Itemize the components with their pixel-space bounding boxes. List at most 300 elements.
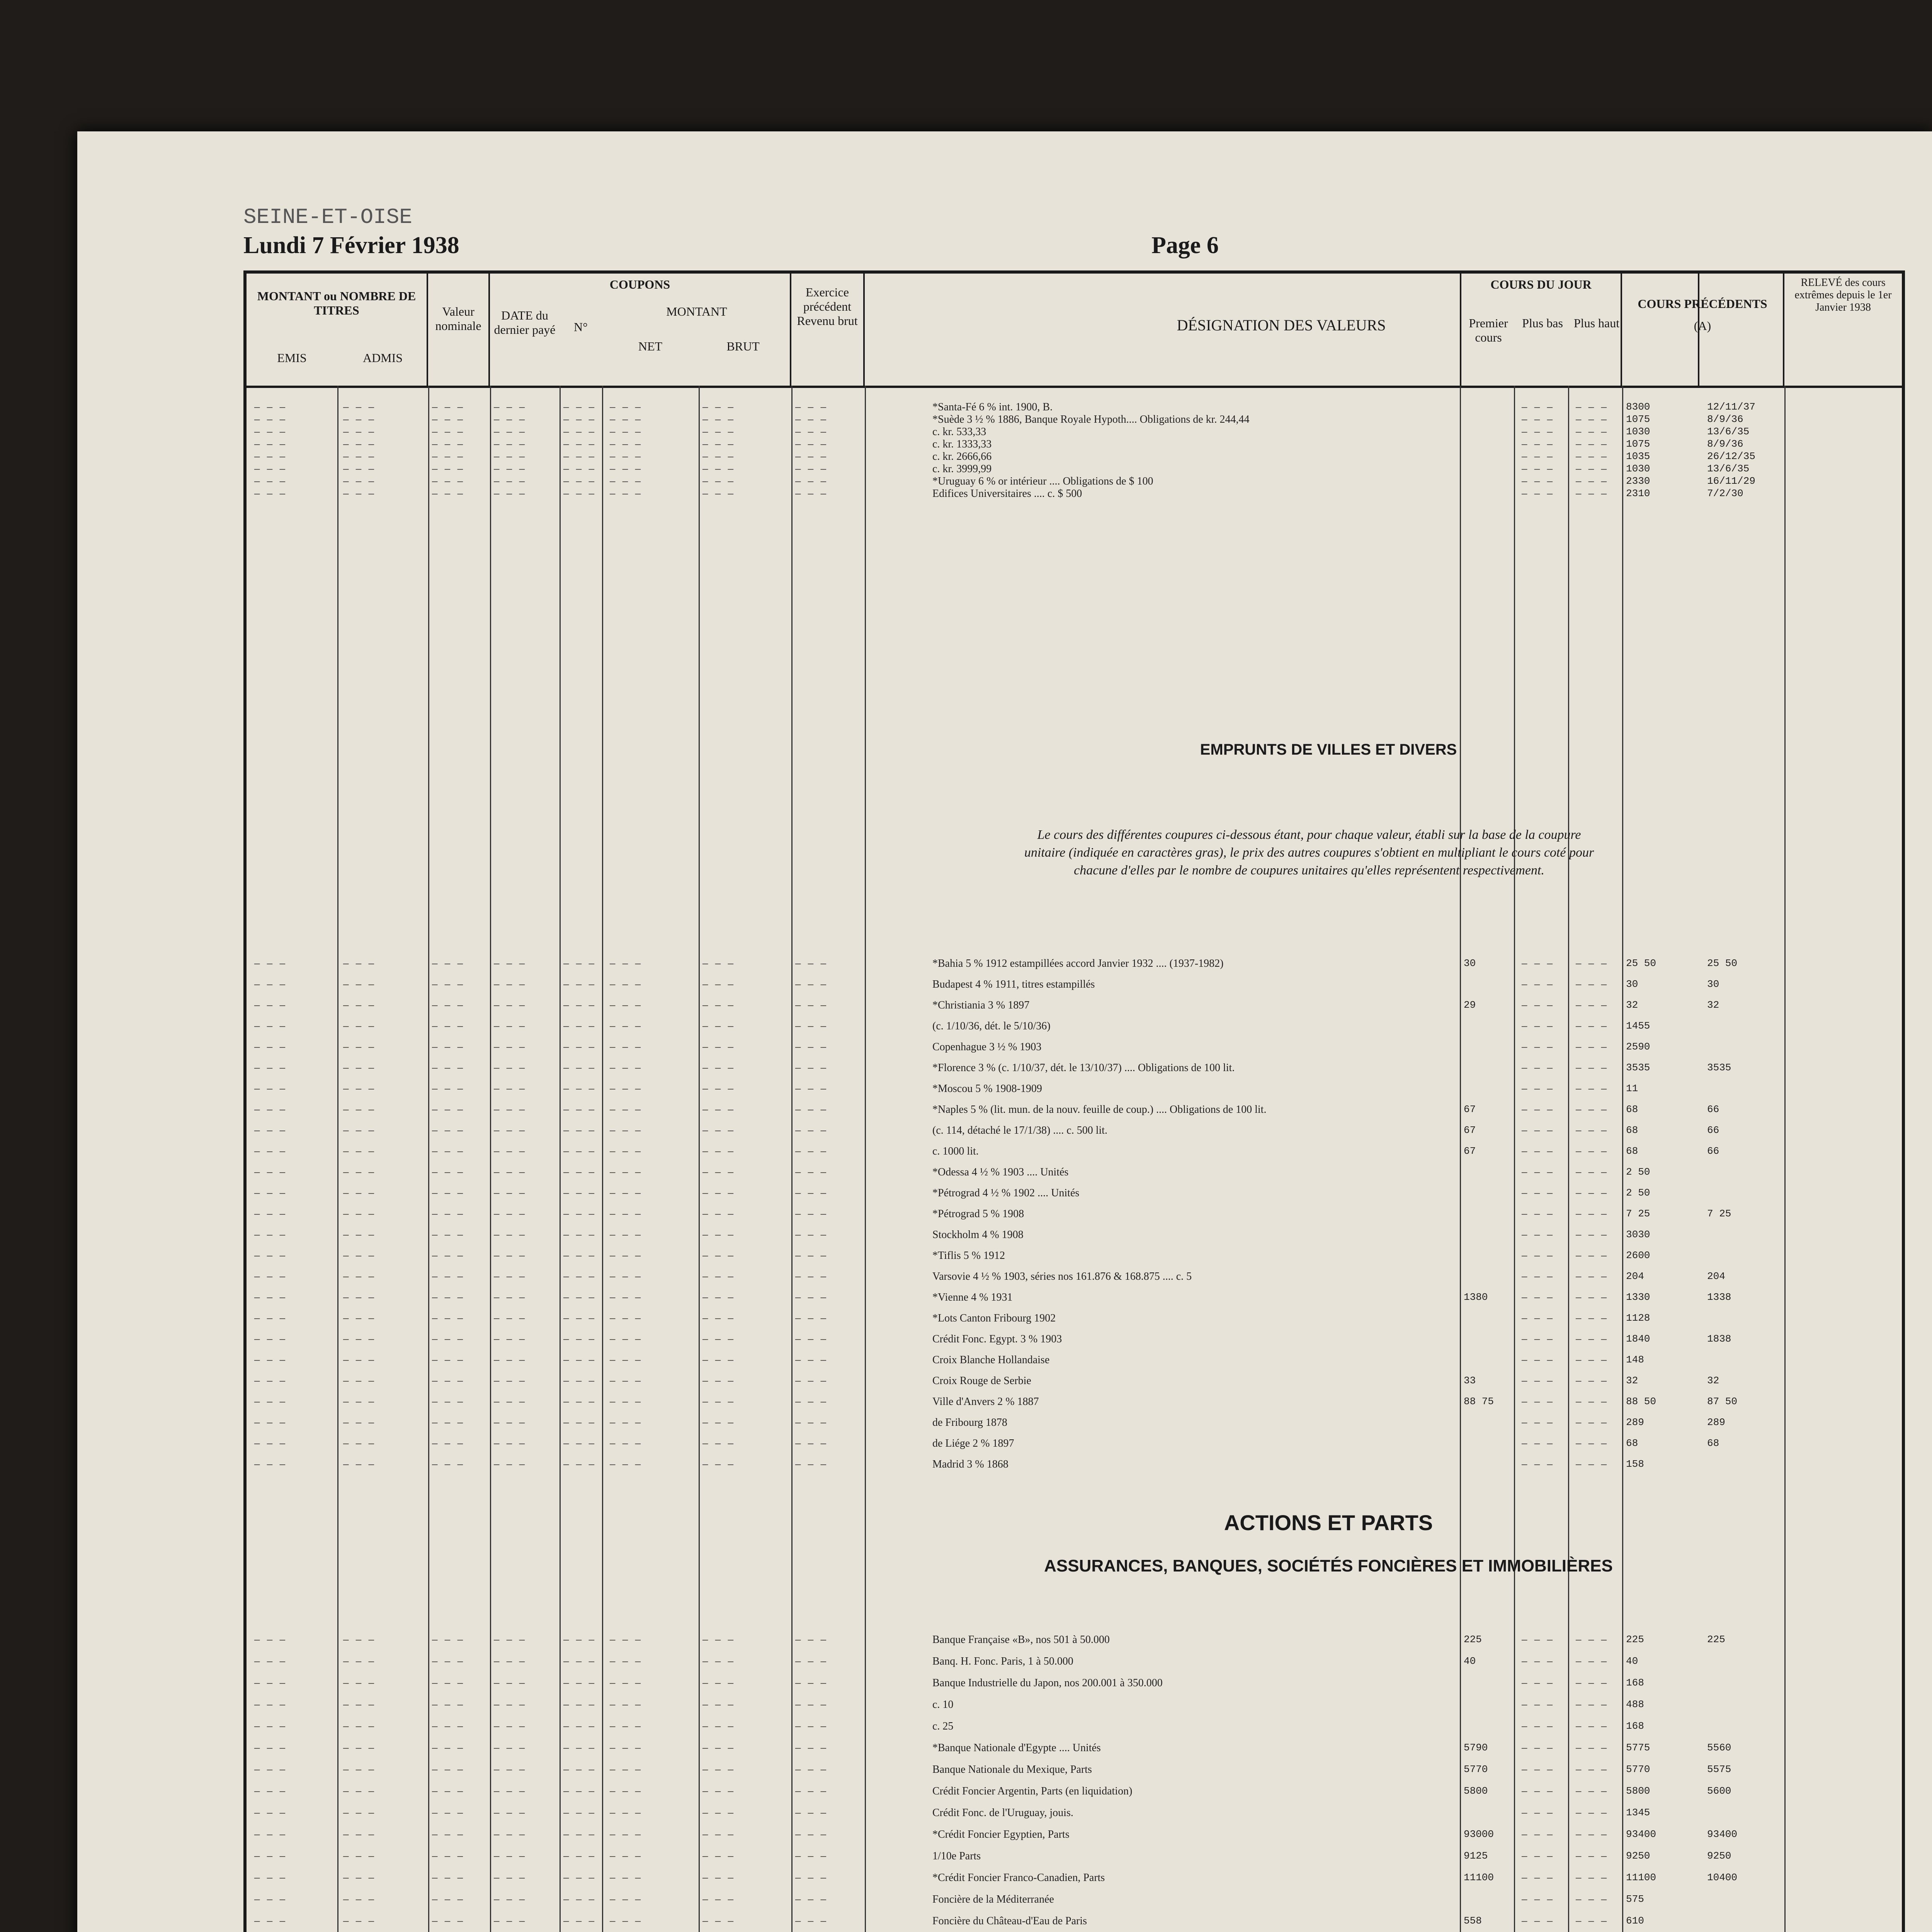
- row-dash-placeholder: — — —: [795, 1230, 827, 1241]
- row-dash-placeholder: — — —: [343, 1895, 375, 1905]
- row-designation: Banque Française «B», nos 501 à 50.000: [932, 1634, 1110, 1645]
- row-dash-placeholder: — — —: [702, 1251, 735, 1262]
- row-dash-placeholder: — — —: [254, 1460, 286, 1470]
- row-dash-placeholder: — — —: [494, 1147, 526, 1157]
- row-dash-placeholder: — — —: [702, 1439, 735, 1449]
- row-dash-placeholder: — — —: [702, 464, 735, 475]
- row-dash-placeholder: — — —: [1576, 427, 1608, 438]
- row-dash-placeholder: — — —: [1576, 1700, 1608, 1711]
- row-dash-placeholder: — — —: [254, 1084, 286, 1095]
- row-dash-placeholder: — — —: [563, 1189, 595, 1199]
- row-dash-placeholder: — — —: [254, 415, 286, 425]
- col-divider: [602, 386, 603, 1932]
- row-dash-placeholder: — — —: [432, 1314, 464, 1324]
- row-dash-placeholder: — — —: [1576, 1293, 1608, 1303]
- row-dash-placeholder: — — —: [610, 1397, 642, 1408]
- row-dash-placeholder: — — —: [795, 1293, 827, 1303]
- row-dash-placeholder: — — —: [1522, 1335, 1554, 1345]
- row-dash-placeholder: — — —: [343, 1700, 375, 1711]
- row-designation: *Crédit Foncier Franco-Canadien, Parts: [932, 1872, 1105, 1883]
- row-dash-placeholder: — — —: [1522, 1084, 1554, 1095]
- row-dash-placeholder: — — —: [494, 1679, 526, 1689]
- row-cours-precedent: 5770: [1626, 1764, 1650, 1775]
- row-releve: 204: [1707, 1270, 1725, 1282]
- row-dash-placeholder: — — —: [610, 477, 642, 487]
- row-cours-precedent: 1840: [1626, 1333, 1650, 1345]
- row-dash-placeholder: — — —: [254, 1147, 286, 1157]
- row-releve: 7/2/30: [1707, 488, 1743, 499]
- row-dash-placeholder: — — —: [702, 415, 735, 425]
- row-dash-placeholder: — — —: [702, 1873, 735, 1884]
- row-designation: *Odessa 4 ½ % 1903 .... Unités: [932, 1166, 1069, 1178]
- row-dash-placeholder: — — —: [1576, 1852, 1608, 1862]
- row-dash-placeholder: — — —: [254, 1808, 286, 1819]
- row-premier-cours: 67: [1464, 1104, 1476, 1115]
- row-dash-placeholder: — — —: [610, 464, 642, 475]
- row-dash-placeholder: — — —: [795, 415, 827, 425]
- row-dash-placeholder: — — —: [702, 1189, 735, 1199]
- row-dash-placeholder: — — —: [610, 403, 642, 413]
- row-dash-placeholder: — — —: [1522, 980, 1554, 990]
- row-dash-placeholder: — — —: [1522, 1105, 1554, 1116]
- row-dash-placeholder: — — —: [1576, 1043, 1608, 1053]
- row-dash-placeholder: — — —: [563, 1209, 595, 1220]
- row-designation: Edifices Universitaires .... c. $ 500: [932, 488, 1082, 499]
- row-dash-placeholder: — — —: [1576, 1063, 1608, 1074]
- row-dash-placeholder: — — —: [702, 403, 735, 413]
- row-designation: *Moscou 5 % 1908-1909: [932, 1083, 1042, 1094]
- row-dash-placeholder: — — —: [432, 1355, 464, 1366]
- row-dash-placeholder: — — —: [795, 1063, 827, 1074]
- row-dash-placeholder: — — —: [610, 489, 642, 500]
- row-dash-placeholder: — — —: [254, 427, 286, 438]
- row-dash-placeholder: — — —: [432, 1722, 464, 1732]
- row-dash-placeholder: — — —: [494, 1293, 526, 1303]
- row-dash-placeholder: — — —: [563, 1105, 595, 1116]
- row-dash-placeholder: — — —: [702, 1460, 735, 1470]
- row-designation: Stockholm 4 % 1908: [932, 1229, 1024, 1240]
- plus-haut-label: Plus haut: [1573, 316, 1620, 330]
- row-cours-precedent: 5775: [1626, 1742, 1650, 1753]
- row-dash-placeholder: — — —: [254, 1895, 286, 1905]
- row-dash-placeholder: — — —: [432, 1272, 464, 1282]
- row-dash-placeholder: — — —: [610, 1147, 642, 1157]
- row-premier-cours: 88 75: [1464, 1396, 1494, 1407]
- row-dash-placeholder: — — —: [702, 427, 735, 438]
- net-label: NET: [638, 339, 663, 353]
- row-dash-placeholder: — — —: [1576, 1743, 1608, 1754]
- row-releve: 26/12/35: [1707, 451, 1755, 462]
- row-dash-placeholder: — — —: [494, 477, 526, 487]
- row-dash-placeholder: — — —: [432, 1830, 464, 1840]
- row-dash-placeholder: — — —: [610, 1873, 642, 1884]
- row-dash-placeholder: — — —: [343, 1765, 375, 1776]
- row-dash-placeholder: — — —: [563, 1852, 595, 1862]
- row-dash-placeholder: — — —: [563, 1787, 595, 1797]
- row-dash-placeholder: — — —: [610, 1293, 642, 1303]
- row-dash-placeholder: — — —: [432, 1293, 464, 1303]
- row-dash-placeholder: — — —: [610, 1765, 642, 1776]
- row-dash-placeholder: — — —: [1576, 1314, 1608, 1324]
- row-dash-placeholder: — — —: [254, 1397, 286, 1408]
- row-designation: *Suède 3 ½ % 1886, Banque Royale Hypoth.... Obligations de kr. 244,44: [932, 413, 1250, 425]
- row-designation: c. kr. 2666,66: [932, 451, 992, 462]
- row-cours-precedent: 225: [1626, 1634, 1644, 1645]
- newspaper-page: [77, 131, 1932, 1932]
- row-dash-placeholder: — — —: [432, 1251, 464, 1262]
- row-dash-placeholder: — — —: [343, 427, 375, 438]
- row-dash-placeholder: — — —: [432, 1063, 464, 1074]
- releve-label: RELEVÉ des cours extrêmes depuis le 1er Janvier 1938: [1794, 277, 1892, 313]
- row-dash-placeholder: — — —: [1576, 1084, 1608, 1095]
- row-designation: Madrid 3 % 1868: [932, 1458, 1009, 1470]
- row-dash-placeholder: — — —: [563, 1251, 595, 1262]
- exercice-label: Exercice précédent Revenu brut: [791, 274, 865, 386]
- row-dash-placeholder: — — —: [432, 415, 464, 425]
- row-dash-placeholder: — — —: [432, 1147, 464, 1157]
- row-dash-placeholder: — — —: [702, 1635, 735, 1646]
- row-dash-placeholder: — — —: [343, 1209, 375, 1220]
- row-dash-placeholder: — — —: [494, 1397, 526, 1408]
- row-dash-placeholder: — — —: [702, 1657, 735, 1667]
- row-dash-placeholder: — — —: [254, 1787, 286, 1797]
- row-cours-precedent: 1075: [1626, 413, 1650, 425]
- row-dash-placeholder: — — —: [343, 1657, 375, 1667]
- row-dash-placeholder: — — —: [795, 440, 827, 450]
- row-cours-precedent: 32: [1626, 1375, 1638, 1386]
- row-dash-placeholder: — — —: [432, 1700, 464, 1711]
- row-dash-placeholder: — — —: [343, 1272, 375, 1282]
- row-dash-placeholder: — — —: [254, 1043, 286, 1053]
- row-dash-placeholder: — — —: [1576, 1105, 1608, 1116]
- row-releve: 289: [1707, 1417, 1725, 1428]
- row-dash-placeholder: — — —: [494, 1657, 526, 1667]
- row-dash-placeholder: — — —: [702, 980, 735, 990]
- row-premier-cours: 5800: [1464, 1785, 1488, 1797]
- row-dash-placeholder: — — —: [343, 1830, 375, 1840]
- row-dash-placeholder: — — —: [494, 1917, 526, 1927]
- row-dash-placeholder: — — —: [1576, 1168, 1608, 1178]
- row-dash-placeholder: — — —: [1576, 1251, 1608, 1262]
- row-dash-placeholder: — — —: [563, 477, 595, 487]
- row-dash-placeholder: — — —: [563, 1439, 595, 1449]
- row-dash-placeholder: — — —: [563, 1168, 595, 1178]
- row-dash-placeholder: — — —: [432, 1126, 464, 1136]
- row-designation: c. 10: [932, 1699, 954, 1710]
- row-dash-placeholder: — — —: [563, 403, 595, 413]
- row-dash-placeholder: — — —: [610, 980, 642, 990]
- row-dash-placeholder: — — —: [1522, 1657, 1554, 1667]
- row-dash-placeholder: — — —: [254, 1272, 286, 1282]
- row-dash-placeholder: — — —: [1522, 1830, 1554, 1840]
- row-releve: 5575: [1707, 1764, 1731, 1775]
- cours-prec-label: COURS PRÉCÉDENTS: [1638, 297, 1767, 311]
- row-designation: *Florence 3 % (c. 1/10/37, dét. le 13/10/37) .... Obligations de 100 lit.: [932, 1062, 1235, 1073]
- row-dash-placeholder: — — —: [343, 415, 375, 425]
- row-dash-placeholder: — — —: [702, 1830, 735, 1840]
- section-emprunts: EMPRUNTS DE VILLES ET DIVERS: [1200, 741, 1457, 758]
- row-dash-placeholder: — — —: [432, 1043, 464, 1053]
- row-dash-placeholder: — — —: [432, 1895, 464, 1905]
- row-dash-placeholder: — — —: [254, 1063, 286, 1074]
- row-dash-placeholder: — — —: [494, 1460, 526, 1470]
- row-dash-placeholder: — — —: [795, 1084, 827, 1095]
- row-dash-placeholder: — — —: [702, 1397, 735, 1408]
- plus-bas-label: Plus bas: [1522, 316, 1563, 330]
- row-dash-placeholder: — — —: [254, 1679, 286, 1689]
- row-dash-placeholder: — — —: [494, 1001, 526, 1011]
- row-dash-placeholder: — — —: [795, 1397, 827, 1408]
- row-dash-placeholder: — — —: [1576, 1189, 1608, 1199]
- row-dash-placeholder: — — —: [254, 1765, 286, 1776]
- row-designation: Foncière du Château-d'Eau de Paris: [932, 1915, 1087, 1927]
- row-dash-placeholder: — — —: [1576, 1873, 1608, 1884]
- no-label: N°: [574, 320, 588, 334]
- row-dash-placeholder: — — —: [702, 1022, 735, 1032]
- row-dash-placeholder: — — —: [795, 1895, 827, 1905]
- row-dash-placeholder: — — —: [432, 1335, 464, 1345]
- row-dash-placeholder: — — —: [1576, 464, 1608, 475]
- col-divider: [699, 386, 700, 1932]
- row-dash-placeholder: — — —: [432, 1168, 464, 1178]
- row-premier-cours: 1380: [1464, 1291, 1488, 1303]
- row-dash-placeholder: — — —: [343, 440, 375, 450]
- row-dash-placeholder: — — —: [254, 1635, 286, 1646]
- row-dash-placeholder: — — —: [702, 1765, 735, 1776]
- row-dash-placeholder: — — —: [432, 1917, 464, 1927]
- row-dash-placeholder: — — —: [254, 1873, 286, 1884]
- row-dash-placeholder: — — —: [1522, 1700, 1554, 1711]
- row-dash-placeholder: — — —: [343, 1722, 375, 1732]
- row-dash-placeholder: — — —: [1522, 1852, 1554, 1862]
- row-dash-placeholder: — — —: [610, 1917, 642, 1927]
- row-dash-placeholder: — — —: [1522, 1001, 1554, 1011]
- row-dash-placeholder: — — —: [1522, 1147, 1554, 1157]
- row-dash-placeholder: — — —: [795, 1376, 827, 1387]
- row-designation: *Banque Nationale d'Egypte .... Unités: [932, 1742, 1101, 1753]
- row-dash-placeholder: — — —: [343, 1084, 375, 1095]
- row-designation: *Bahia 5 % 1912 estampillées accord Janvier 1932 .... (1937-1982): [932, 957, 1224, 969]
- row-dash-placeholder: — — —: [343, 1251, 375, 1262]
- row-dash-placeholder: — — —: [343, 1808, 375, 1819]
- row-dash-placeholder: — — —: [563, 980, 595, 990]
- row-dash-placeholder: — — —: [1522, 415, 1554, 425]
- row-dash-placeholder: — — —: [1576, 1397, 1608, 1408]
- row-dash-placeholder: — — —: [610, 959, 642, 969]
- row-releve: 10400: [1707, 1872, 1738, 1883]
- row-dash-placeholder: — — —: [702, 1376, 735, 1387]
- row-dash-placeholder: — — —: [795, 1126, 827, 1136]
- row-dash-placeholder: — — —: [610, 1852, 642, 1862]
- row-dash-placeholder: — — —: [1522, 1808, 1554, 1819]
- row-dash-placeholder: — — —: [254, 1230, 286, 1241]
- row-dash-placeholder: — — —: [610, 1830, 642, 1840]
- row-dash-placeholder: — — —: [563, 1063, 595, 1074]
- row-dash-placeholder: — — —: [254, 1022, 286, 1032]
- row-dash-placeholder: — — —: [432, 403, 464, 413]
- row-cours-precedent: 11: [1626, 1083, 1638, 1094]
- row-dash-placeholder: — — —: [702, 959, 735, 969]
- row-dash-placeholder: — — —: [343, 1460, 375, 1470]
- row-cours-precedent: 168: [1626, 1720, 1644, 1732]
- row-dash-placeholder: — — —: [563, 1084, 595, 1095]
- row-dash-placeholder: — — —: [795, 1460, 827, 1470]
- row-dash-placeholder: — — —: [1522, 959, 1554, 969]
- row-dash-placeholder: — — —: [494, 1105, 526, 1116]
- row-dash-placeholder: — — —: [610, 1376, 642, 1387]
- row-dash-placeholder: — — —: [702, 1852, 735, 1862]
- row-designation: *Uruguay 6 % or intérieur .... Obligations de $ 100: [932, 475, 1153, 487]
- page-number: Page 6: [1151, 232, 1219, 259]
- row-dash-placeholder: — — —: [343, 1043, 375, 1053]
- col-divider: [791, 386, 793, 1932]
- row-dash-placeholder: — — —: [1522, 1209, 1554, 1220]
- row-dash-placeholder: — — —: [494, 1787, 526, 1797]
- row-dash-placeholder: — — —: [254, 980, 286, 990]
- row-cours-precedent: 1455: [1626, 1020, 1650, 1032]
- row-designation: Crédit Fonc. de l'Uruguay, jouis.: [932, 1807, 1073, 1818]
- row-dash-placeholder: — — —: [563, 452, 595, 463]
- row-premier-cours: 9125: [1464, 1850, 1488, 1862]
- row-cours-precedent: 9250: [1626, 1850, 1650, 1862]
- row-dash-placeholder: — — —: [1522, 1635, 1554, 1646]
- row-dash-placeholder: — — —: [254, 477, 286, 487]
- row-dash-placeholder: — — —: [254, 1314, 286, 1324]
- row-dash-placeholder: — — —: [610, 1808, 642, 1819]
- row-dash-placeholder: — — —: [343, 1439, 375, 1449]
- row-releve: 9250: [1707, 1850, 1731, 1862]
- row-dash-placeholder: — — —: [1576, 1272, 1608, 1282]
- row-dash-placeholder: — — —: [494, 1355, 526, 1366]
- row-dash-placeholder: — — —: [432, 1873, 464, 1884]
- header-cours-jour: [1460, 274, 1622, 386]
- col-divider: [560, 386, 561, 1932]
- row-cours-precedent: 1128: [1626, 1312, 1650, 1324]
- row-dash-placeholder: — — —: [795, 1189, 827, 1199]
- page-content: [243, 189, 1905, 1932]
- row-premier-cours: 40: [1464, 1655, 1476, 1667]
- row-cours-precedent: 488: [1626, 1699, 1644, 1710]
- row-dash-placeholder: — — —: [254, 1722, 286, 1732]
- row-cours-precedent: 2310: [1626, 488, 1650, 499]
- row-dash-placeholder: — — —: [1522, 1873, 1554, 1884]
- row-dash-placeholder: — — —: [610, 1460, 642, 1470]
- row-dash-placeholder: — — —: [1522, 1063, 1554, 1074]
- emprunts-note: Le cours des différentes coupures ci-dessous étant, pour chaque valeur, établi sur la base de la coupure unitaire (indiquée en caractères gras), le prix des autres coupures s'obtient en multipliant le cours coté pour chacune d'elles par le nombre de coupures unitaires qu'elles représentent respectivement.: [1024, 828, 1594, 878]
- row-cours-precedent: 575: [1626, 1893, 1644, 1905]
- row-designation: Croix Blanche Hollandaise: [932, 1354, 1050, 1366]
- row-premier-cours: 33: [1464, 1375, 1476, 1386]
- row-designation: (c. 1/10/36, dét. le 5/10/36): [932, 1020, 1051, 1032]
- row-dash-placeholder: — — —: [795, 1043, 827, 1053]
- row-dash-placeholder: — — —: [494, 980, 526, 990]
- row-dash-placeholder: — — —: [343, 477, 375, 487]
- row-dash-placeholder: — — —: [254, 1418, 286, 1429]
- row-dash-placeholder: — — —: [1522, 1787, 1554, 1797]
- row-dash-placeholder: — — —: [1576, 477, 1608, 487]
- row-dash-placeholder: — — —: [610, 1230, 642, 1241]
- row-dash-placeholder: — — —: [610, 427, 642, 438]
- row-dash-placeholder: — — —: [795, 980, 827, 990]
- row-designation: *Lots Canton Fribourg 1902: [932, 1312, 1056, 1324]
- row-dash-placeholder: — — —: [610, 1063, 642, 1074]
- row-dash-placeholder: — — —: [795, 489, 827, 500]
- row-dash-placeholder: — — —: [1522, 403, 1554, 413]
- row-dash-placeholder: — — —: [1522, 1293, 1554, 1303]
- row-cours-precedent: 1030: [1626, 463, 1650, 474]
- row-dash-placeholder: — — —: [795, 1830, 827, 1840]
- cours-jour-label: COURS DU JOUR: [1490, 277, 1592, 291]
- row-dash-placeholder: — — —: [702, 1272, 735, 1282]
- row-dash-placeholder: — — —: [432, 1230, 464, 1241]
- row-dash-placeholder: — — —: [494, 1209, 526, 1220]
- row-dash-placeholder: — — —: [795, 1314, 827, 1324]
- row-dash-placeholder: — — —: [432, 1376, 464, 1387]
- row-premier-cours: 5770: [1464, 1764, 1488, 1775]
- issue-date: Lundi 7 Février 1938: [243, 232, 459, 259]
- row-dash-placeholder: — — —: [1522, 452, 1554, 463]
- row-dash-placeholder: — — —: [1576, 980, 1608, 990]
- row-dash-placeholder: — — —: [1522, 1917, 1554, 1927]
- row-cours-precedent: 7 25: [1626, 1208, 1650, 1219]
- row-dash-placeholder: — — —: [432, 1397, 464, 1408]
- row-dash-placeholder: — — —: [254, 1209, 286, 1220]
- row-dash-placeholder: — — —: [795, 1439, 827, 1449]
- row-dash-placeholder: — — —: [610, 1189, 642, 1199]
- row-designation: Copenhague 3 ½ % 1903: [932, 1041, 1042, 1053]
- row-cours-precedent: 1330: [1626, 1291, 1650, 1303]
- row-dash-placeholder: — — —: [1522, 1189, 1554, 1199]
- row-cours-precedent: 88 50: [1626, 1396, 1656, 1407]
- row-designation: Ville d'Anvers 2 % 1887: [932, 1396, 1039, 1407]
- row-dash-placeholder: — — —: [702, 1084, 735, 1095]
- row-dash-placeholder: — — —: [795, 1272, 827, 1282]
- row-dash-placeholder: — — —: [702, 1209, 735, 1220]
- row-dash-placeholder: — — —: [1576, 1126, 1608, 1136]
- row-dash-placeholder: — — —: [563, 1460, 595, 1470]
- row-dash-placeholder: — — —: [494, 1189, 526, 1199]
- row-dash-placeholder: — — —: [702, 1722, 735, 1732]
- row-designation: *Santa-Fé 6 % int. 1900, B.: [932, 401, 1053, 413]
- row-dash-placeholder: — — —: [795, 1679, 827, 1689]
- row-dash-placeholder: — — —: [343, 452, 375, 463]
- row-dash-placeholder: — — —: [563, 1043, 595, 1053]
- row-dash-placeholder: — — —: [494, 1272, 526, 1282]
- row-dash-placeholder: — — —: [702, 1147, 735, 1157]
- row-dash-placeholder: — — —: [563, 1293, 595, 1303]
- row-dash-placeholder: — — —: [254, 1830, 286, 1840]
- row-dash-placeholder: — — —: [254, 1700, 286, 1711]
- row-releve: 13/6/35: [1707, 463, 1750, 474]
- row-dash-placeholder: — — —: [563, 1830, 595, 1840]
- row-cours-precedent: 68: [1626, 1437, 1638, 1449]
- date-dernier-label: DATE du dernier payé: [494, 308, 556, 337]
- row-dash-placeholder: — — —: [432, 489, 464, 500]
- row-dash-placeholder: — — —: [795, 1873, 827, 1884]
- row-dash-placeholder: — — —: [1576, 1209, 1608, 1220]
- row-dash-placeholder: — — —: [702, 440, 735, 450]
- row-dash-placeholder: — — —: [610, 1105, 642, 1116]
- row-dash-placeholder: — — —: [494, 1808, 526, 1819]
- row-cours-precedent: 68: [1626, 1145, 1638, 1157]
- row-dash-placeholder: — — —: [563, 1743, 595, 1754]
- row-cours-precedent: 2600: [1626, 1250, 1650, 1261]
- montant-coupon-label: MONTANT: [666, 304, 727, 318]
- row-dash-placeholder: — — —: [494, 1043, 526, 1053]
- row-dash-placeholder: — — —: [343, 1635, 375, 1646]
- row-cours-precedent: 158: [1626, 1458, 1644, 1470]
- row-dash-placeholder: — — —: [254, 464, 286, 475]
